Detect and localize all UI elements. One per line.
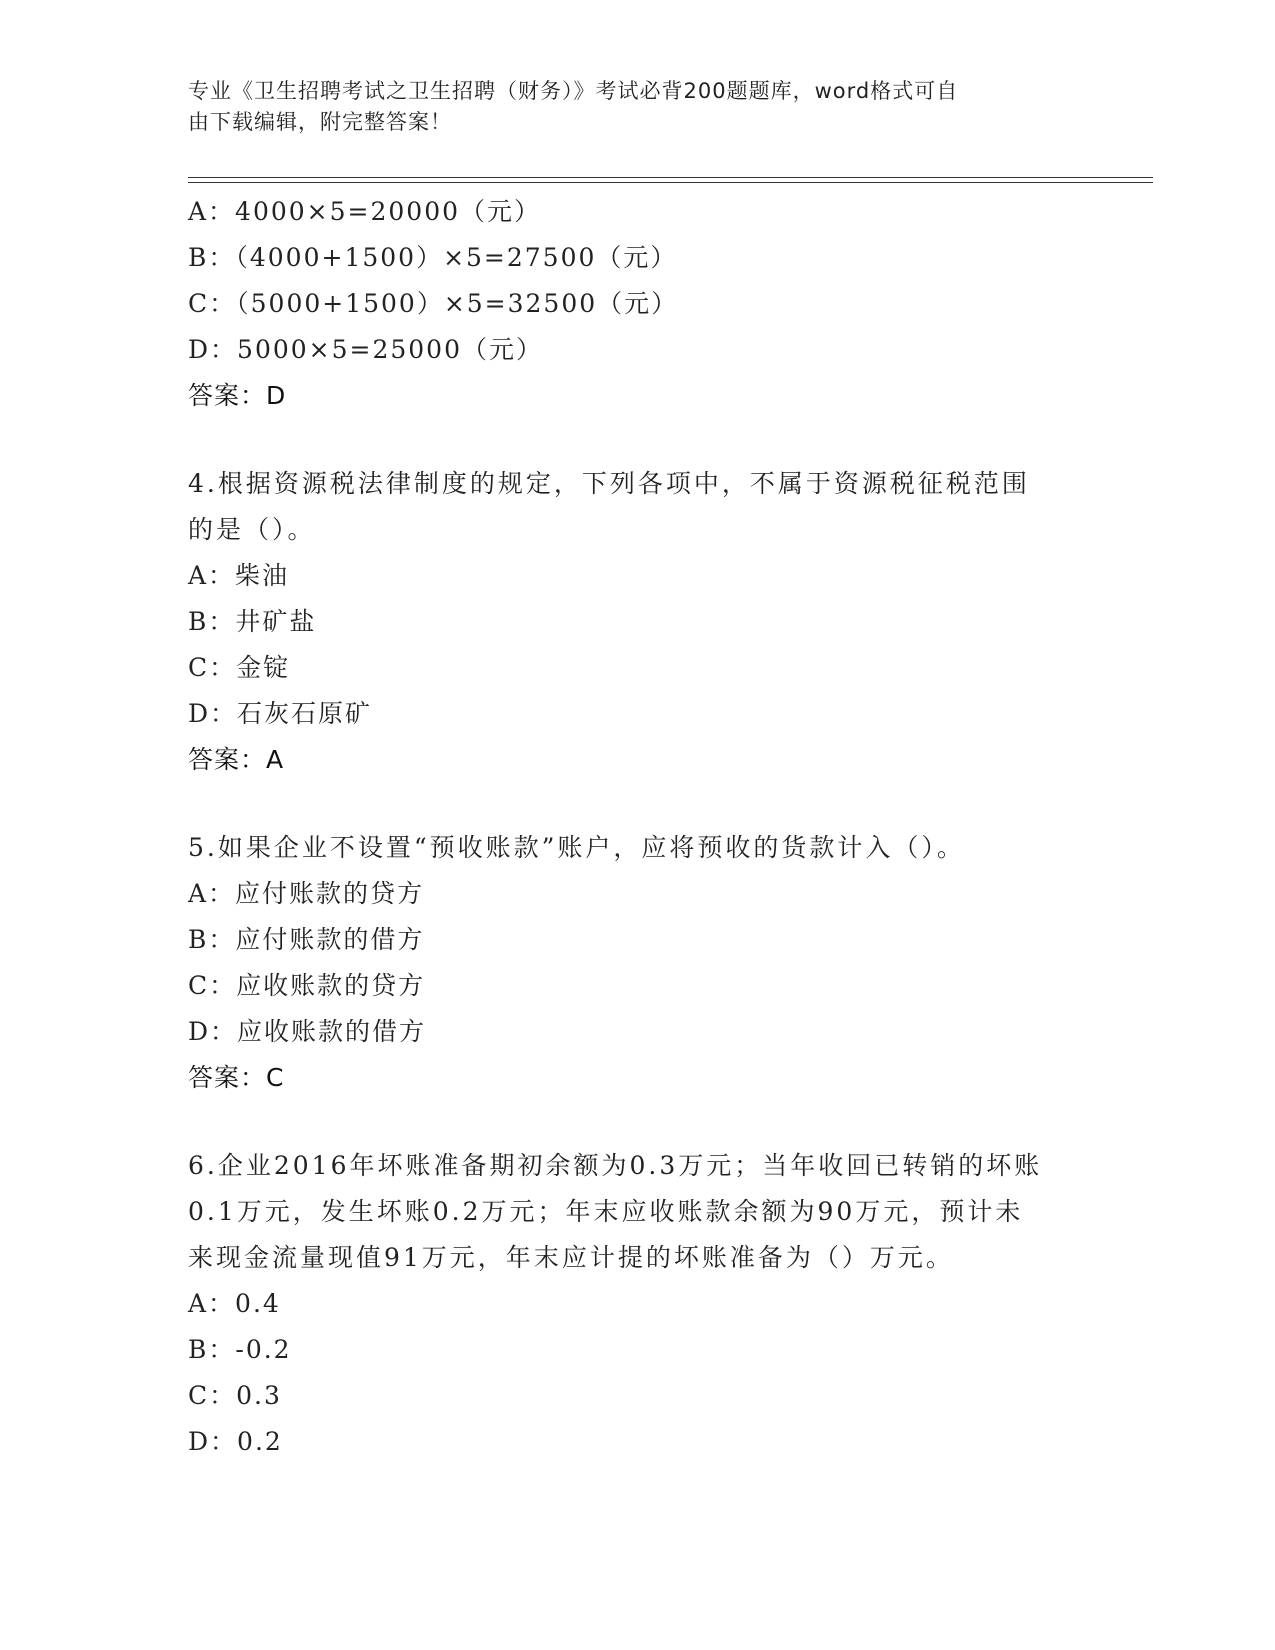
question-stem [188, 1143, 1088, 1281]
question-stem [188, 825, 1088, 871]
question-6 [188, 1143, 1088, 1465]
question-4 [188, 461, 1088, 783]
option-a: A：柴油 [188, 561, 290, 590]
option-a: A：4000×5=20000（元） [188, 197, 542, 226]
option-a: A：0.4 [188, 1289, 281, 1318]
question-stem [188, 461, 1088, 553]
answer-label: 答案：A [188, 745, 285, 774]
answer-label: 答案：D [188, 381, 287, 410]
option-d: D：石灰石原矿 [188, 699, 373, 728]
document-header [188, 76, 1068, 138]
option-c: C：应收账款的贷方 [188, 971, 426, 1000]
option-c: C：0.3 [188, 1381, 282, 1410]
option-b: B：井矿盐 [188, 607, 317, 636]
option-d: D：应收账款的借方 [188, 1017, 427, 1046]
stem-line: 6.企业2016年坏账准备期初余额为0.3万元；当年收回已转销的坏账 [188, 1151, 1043, 1180]
spacer [188, 419, 1088, 461]
option-d: D：5000×5=25000（元） [188, 335, 543, 364]
stem-line: 4.根据资源税法律制度的规定，下列各项中，不属于资源税征税范围 [188, 469, 1030, 498]
option-b: B：（4000+1500）×5=27500（元） [188, 243, 678, 272]
stem-line: 0.1万元，发生坏账0.2万元；年末应收账款余额为90万元，预计未 [188, 1197, 1024, 1226]
option-b: B：-0.2 [188, 1335, 292, 1364]
stem-line: 的是（）。 [188, 515, 316, 544]
answer-label: 答案：C [188, 1063, 285, 1092]
stem-line: 5.如果企业不设置“预收账款”账户，应将预收的货款计入（）。 [188, 833, 965, 862]
header-line-1: 专业《卫生招聘考试之卫生招聘（财务）》考试必背200题题库，word格式可自 [188, 79, 959, 103]
question-list [188, 189, 1088, 1465]
option-a: A：应付账款的贷方 [188, 879, 425, 908]
option-c: C：金锭 [188, 653, 291, 682]
header-line-2: 由下载编辑，附完整答案！ [188, 110, 452, 134]
spacer [188, 1101, 1088, 1143]
stem-line: 来现金流量现值91万元，年末应计提的坏账准备为（）万元。 [188, 1243, 954, 1272]
option-d: D：0.2 [188, 1427, 283, 1456]
option-b: B：应付账款的借方 [188, 925, 425, 954]
header-divider-bottom [188, 182, 1153, 183]
question-5 [188, 825, 1088, 1101]
spacer [188, 783, 1088, 825]
option-c: C：（5000+1500）×5=32500（元） [188, 289, 679, 318]
question-3 [188, 189, 1088, 419]
header-divider-top [188, 177, 1153, 178]
